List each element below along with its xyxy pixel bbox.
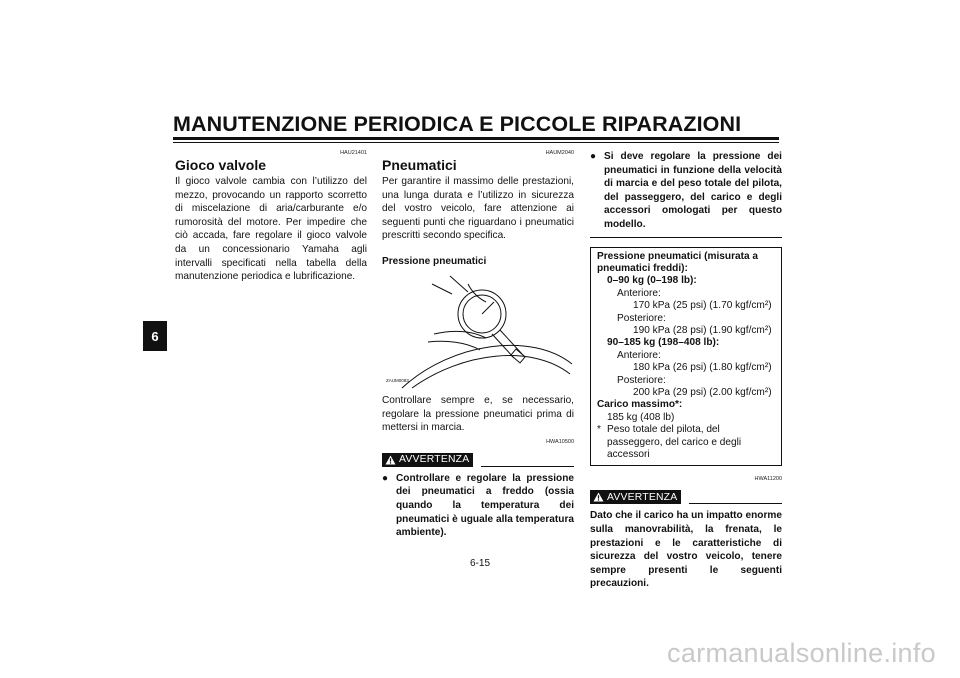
warning-badge [590,490,681,504]
spec-value: 200 kPa (29 psi) (2.00 kgf/cm²) [633,387,772,399]
figure-label: ZAUM0083 [386,377,409,383]
spec-load-range: 90–185 kg (198–408 lb): [607,337,720,349]
warning-bullet [590,150,782,232]
warning-code: HWA11200 [754,476,782,483]
valve-clearance-text: Il gioco valvole cambia con l’utilizzo del mezzo, provocando un rapporto scorretto di miscelazione di aria/carburante e/o rumorosità del motore. Per impedire che ciò accada, fare regolare il gioco valvole da un concessionario Yamaha agli intervalli specificati nella tabella della manutenzione periodica e lubrificazione. [175,176,367,283]
spec-max-load-label: Carico massimo*: [597,399,683,411]
warning-bullet [382,472,574,540]
spec-value: 190 kPa (28 psi) (1.90 kgf/cm²) [633,325,772,336]
warning-triangle-icon [593,492,604,502]
section-title-valve-clearance: Gioco valvole [175,157,267,173]
warning-header [590,489,782,505]
tire-pressure-subheading: Pressione pneumatici [382,255,487,267]
warning-end-rule [590,237,782,238]
tire-pressure-spec-box [590,247,782,467]
column-tires [382,150,574,540]
warning-bullet-text: Si deve regolare la pressione dei pneumatici in funzione della velocità di marcia e del peso totale del pilota, del passeggero, del carico e degli accessori omologati per questo modello. [604,151,782,230]
column-tire-pressure-spec [590,150,782,591]
page-number: 6-15 [469,558,490,569]
warning-triangle-icon [385,455,396,465]
warning-label: AVVERTENZA [399,454,470,466]
warning-rule [689,503,782,504]
spec-title: Pressione pneumatici (misurata a pneumatici freddi): [597,250,758,274]
warning-code: HWA10500 [546,438,574,445]
section-title-tires: Pneumatici [382,157,457,173]
warning-bullet-text: Controllare e regolare la pressione dei pneumatici a freddo (ossia quando la temperatura dei pneumatici è uguale alla temperatura ambiente). [396,472,574,539]
warning-badge [382,453,473,467]
header-rule-thin [173,142,779,143]
section-code: HAU21401 [340,150,367,156]
check-pressure-text: Controllare sempre e, se necessario, regolare la pressione pneumatici prima di mettersi in marcia. [382,394,574,434]
bullet-icon: ● [590,151,597,162]
spec-front-label: Anteriore: [617,349,661,361]
page-title: MANUTENZIONE PERIODICA E PICCOLE RIPARAZIONI [173,112,742,136]
tire-gauge-illustration [382,272,574,390]
chapter-tab: 6 [143,321,167,351]
spec-footnote [597,424,775,461]
spec-max-load-value: 185 kg (408 lb) [607,411,675,423]
bullet-icon: ● [382,472,389,484]
footnote-marker: * [597,424,601,436]
spec-load-range: 0–90 kg (0–198 lb): [607,275,697,287]
warning-rule [481,466,574,467]
tires-intro-text: Per garantire il massimo delle prestazioni, una lunga durata e l’utilizzo in sicurezza del vostro veicolo, fare attenzione ai seguenti punti che riguardano i pneumatici prescritti secondo specifica. [382,176,574,242]
warning-label: AVVERTENZA [607,491,678,503]
header-rule [173,137,779,140]
spec-value: 170 kPa (25 psi) (1.70 kgf/cm²) [633,300,772,312]
warning-header [382,452,574,468]
spec-front-label: Anteriore: [617,287,661,299]
spec-rear-label: Posteriore: [617,312,666,324]
spec-footnote-text: Peso totale del pilota, del passeggero, del carico e degli accessori [607,424,742,461]
load-warning-text: Dato che il carico ha un impatto enorme sulla manovrabilità, la frenata, le prestazioni e le caratteristiche di sicurezza del vostro veicolo, tenere sempre presenti le seguenti precauzioni. [590,510,782,590]
spec-value: 180 kPa (26 psi) (1.80 kgf/cm²) [633,362,772,374]
watermark[interactable]: carmanualsonline.info [667,638,936,668]
column-valve-clearance [175,150,367,284]
spec-rear-label: Posteriore: [617,374,666,386]
section-code: HAUM2040 [545,150,574,156]
tire-pressure-gauge-icon [382,272,574,390]
